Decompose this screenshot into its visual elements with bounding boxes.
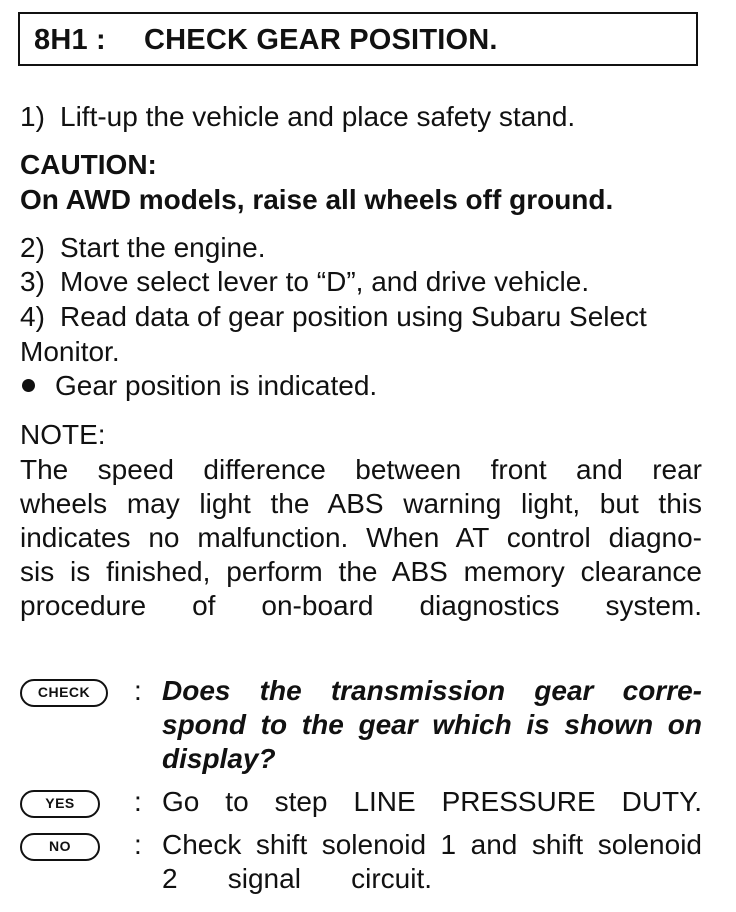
check-line: Does the transmission gear corre- (162, 675, 702, 706)
step-3-text: Move select lever to “D”, and drive vehicle. (60, 266, 590, 297)
section-header-box (18, 12, 698, 66)
yes-response (162, 785, 702, 819)
yes-text: Go to step LINE PRESSURE DUTY. (162, 786, 702, 817)
step-4-text: Read data of gear position using Subaru Select (60, 301, 647, 332)
bullet-item (20, 369, 377, 403)
note-line: sis is finished, perform the ABS memory clearance (20, 556, 702, 587)
yes-colon: : (134, 786, 142, 817)
step-4 (20, 300, 647, 334)
section-title: CHECK GEAR POSITION. (144, 24, 498, 56)
note-line: indicates no malfunction. When AT control diagno- (20, 522, 702, 553)
check-line: display? (162, 743, 276, 774)
check-colon: : (134, 675, 142, 706)
step-2-number: 2) (20, 232, 45, 263)
yes-badge-icon: YES (20, 790, 100, 818)
bullet-icon (22, 379, 35, 392)
check-badge-icon: CHECK (20, 679, 108, 707)
note-line: wheels may light the ABS warning light, but this (20, 488, 702, 519)
note-body (20, 453, 702, 623)
note-line: procedure of on-board diagnostics system. (20, 590, 702, 621)
step-2 (20, 231, 265, 265)
step-1 (20, 100, 575, 134)
step-2-text: Start the engine. (60, 232, 266, 263)
step-3 (20, 265, 589, 299)
section-code: 8H1 : (34, 24, 106, 56)
no-response (162, 828, 702, 896)
no-line-1: Check shift solenoid 1 and shift solenoid (162, 829, 702, 860)
check-line: spond to the gear which is shown on (162, 709, 702, 740)
step-3-number: 3) (20, 266, 45, 297)
note-line: The speed difference between front and rear (20, 454, 702, 485)
caution-label: CAUTION: (20, 149, 157, 180)
no-colon: : (134, 829, 142, 860)
caution-text: On AWD models, raise all wheels off ground. (20, 184, 614, 215)
bullet-text: Gear position is indicated. (55, 370, 378, 401)
step-1-number: 1) (20, 101, 45, 132)
no-badge-icon: NO (20, 833, 100, 861)
note-label: NOTE: (20, 419, 106, 450)
step-1-text: Lift-up the vehicle and place safety stand. (60, 101, 576, 132)
step-4-number: 4) (20, 301, 45, 332)
step-4-continuation: Monitor. (20, 336, 120, 367)
check-question (162, 674, 702, 776)
no-line-2: 2 signal circuit. (162, 863, 432, 894)
